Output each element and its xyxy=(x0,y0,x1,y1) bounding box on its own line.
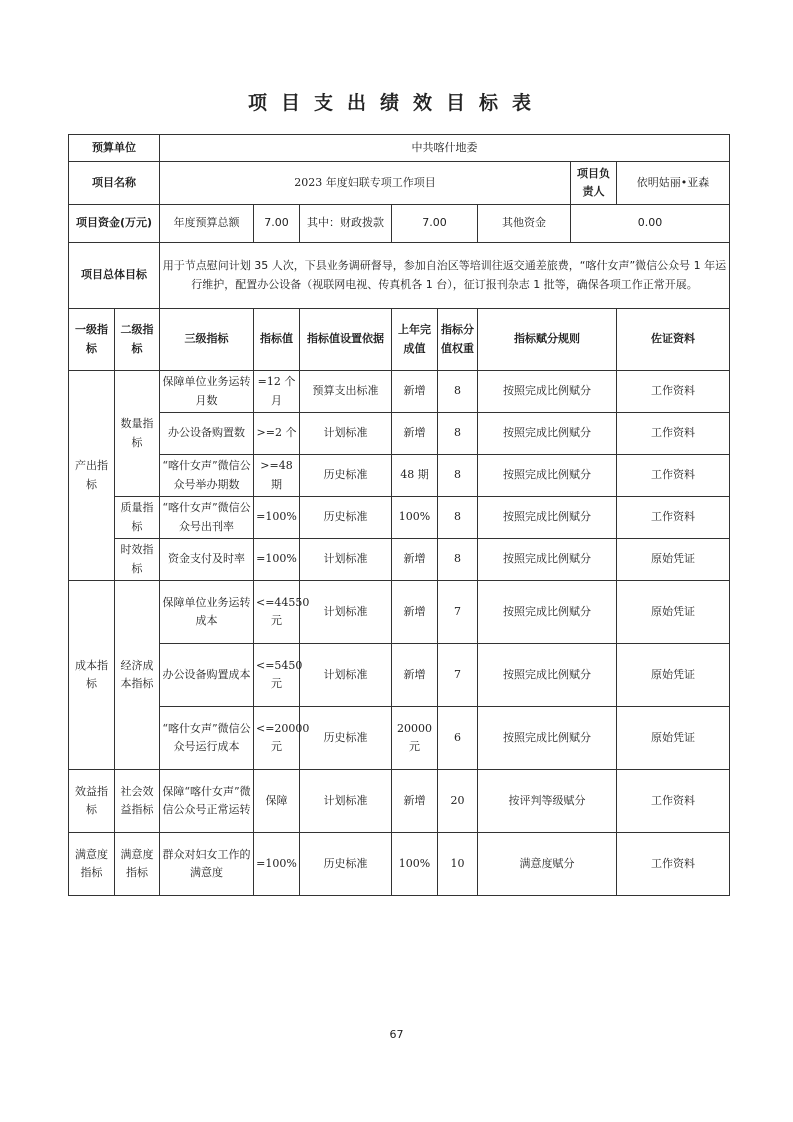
indicator-name: 办公设备购置数 xyxy=(160,413,254,455)
indicator-basis: 计划标准 xyxy=(300,413,392,455)
indicator-evidence: 工作资料 xyxy=(617,455,730,497)
indicator-rule: 按照完成比例赋分 xyxy=(478,539,617,581)
overall-goal-label: 项目总体目标 xyxy=(69,243,160,309)
indicator-rule: 按照完成比例赋分 xyxy=(478,707,617,770)
indicator-evidence: 工作资料 xyxy=(617,497,730,539)
indicator-evidence: 原始凭证 xyxy=(617,644,730,707)
indicator-evidence: 工作资料 xyxy=(617,770,730,833)
page-number: 67 xyxy=(389,1028,404,1041)
indicator-name: “喀什女声”微信公众号运行成本 xyxy=(160,707,254,770)
project-name-value: 2023 年度妇联专项工作项目 xyxy=(160,162,571,205)
indicator-basis: 预算支出标准 xyxy=(300,371,392,413)
indicator-weight: 8 xyxy=(438,371,478,413)
indicator-weight: 8 xyxy=(438,497,478,539)
header-value: 指标值 xyxy=(254,309,300,371)
page-title: 项目支出绩效目标表 xyxy=(247,92,545,114)
project-name-label: 项目名称 xyxy=(69,162,160,205)
header-last-year: 上年完成值 xyxy=(392,309,438,371)
header-basis: 指标值设置依据 xyxy=(300,309,392,371)
group-satisfaction-sub: 满意度指标 xyxy=(115,833,160,896)
indicator-weight: 10 xyxy=(438,833,478,896)
indicator-value: =12 个月 xyxy=(254,371,300,413)
indicator-rule: 按照完成比例赋分 xyxy=(478,497,617,539)
indicator-name: 资金支付及时率 xyxy=(160,539,254,581)
indicator-rule: 按照完成比例赋分 xyxy=(478,455,617,497)
indicator-basis: 历史标准 xyxy=(300,497,392,539)
table-row xyxy=(69,539,730,581)
budget-unit-label: 预算单位 xyxy=(69,135,160,162)
project-leader-value: 依明姑丽•亚森 xyxy=(617,162,730,205)
indicator-value: <=20000 元 xyxy=(254,707,300,770)
indicator-last: 新增 xyxy=(392,413,438,455)
group-satisfaction: 满意度指标 xyxy=(69,833,115,896)
group-timeliness: 时效指标 xyxy=(115,539,160,581)
indicator-name: 群众对妇女工作的满意度 xyxy=(160,833,254,896)
indicator-last: 新增 xyxy=(392,644,438,707)
annual-budget-value: 7.00 xyxy=(254,205,300,243)
indicator-value: =100% xyxy=(254,833,300,896)
project-leader-label: 项目负责人 xyxy=(571,162,617,205)
indicator-last: 48 期 xyxy=(392,455,438,497)
header-level1: 一级指标 xyxy=(69,309,115,371)
table-row xyxy=(69,581,730,644)
indicator-basis: 历史标准 xyxy=(300,833,392,896)
indicator-basis: 计划标准 xyxy=(300,581,392,644)
header-level2: 二级指标 xyxy=(115,309,160,371)
indicator-rule: 按照完成比例赋分 xyxy=(478,644,617,707)
indicator-value: =100% xyxy=(254,497,300,539)
indicator-name: 保障单位业务运转成本 xyxy=(160,581,254,644)
indicator-evidence: 工作资料 xyxy=(617,833,730,896)
performance-target-table xyxy=(68,134,730,896)
indicator-name: “喀什女声”微信公众号举办期数 xyxy=(160,455,254,497)
indicator-evidence: 原始凭证 xyxy=(617,539,730,581)
other-funds-label: 其他资金 xyxy=(478,205,571,243)
header-rule: 指标赋分规则 xyxy=(478,309,617,371)
indicator-last: 100% xyxy=(392,833,438,896)
group-cost: 成本指标 xyxy=(69,581,115,770)
indicator-rule: 满意度赋分 xyxy=(478,833,617,896)
group-social-benefit: 社会效益指标 xyxy=(115,770,160,833)
table-row xyxy=(69,455,730,497)
group-quantity: 数量指标 xyxy=(115,371,160,497)
indicator-weight: 6 xyxy=(438,707,478,770)
indicator-value: <=5450 元 xyxy=(254,644,300,707)
overall-goal-text: 用于节点慰问计划 35 人次，下县业务调研督导，参加自治区等培训往返交通差旅费，“喀什女声”微信公众号 1 年运行维护，配置办公设备（视联网电视、传真机各 1 台），征订报刊杂志 1 批等，确保各项工作正常开展。 xyxy=(160,243,730,309)
indicator-basis: 历史标准 xyxy=(300,455,392,497)
indicator-last: 新增 xyxy=(392,770,438,833)
indicator-value: <=44550 元 xyxy=(254,581,300,644)
header-weight: 指标分值权重 xyxy=(438,309,478,371)
indicator-rule: 按照完成比例赋分 xyxy=(478,413,617,455)
group-economic-cost: 经济成本指标 xyxy=(115,581,160,770)
indicator-last: 100% xyxy=(392,497,438,539)
indicator-weight: 20 xyxy=(438,770,478,833)
indicator-evidence: 工作资料 xyxy=(617,413,730,455)
indicator-rule: 按照完成比例赋分 xyxy=(478,581,617,644)
table-row xyxy=(69,371,730,413)
indicator-name: 保障单位业务运转月数 xyxy=(160,371,254,413)
indicator-basis: 历史标准 xyxy=(300,707,392,770)
indicator-rule: 按照完成比例赋分 xyxy=(478,371,617,413)
indicator-basis: 计划标准 xyxy=(300,770,392,833)
group-benefit: 效益指标 xyxy=(69,770,115,833)
table-row xyxy=(69,644,730,707)
project-funds-label: 项目资金(万元) xyxy=(69,205,160,243)
indicator-last: 新增 xyxy=(392,539,438,581)
indicator-name: 办公设备购置成本 xyxy=(160,644,254,707)
table-row xyxy=(69,770,730,833)
indicator-weight: 8 xyxy=(438,413,478,455)
indicator-weight: 7 xyxy=(438,581,478,644)
header-evidence: 佐证资料 xyxy=(617,309,730,371)
indicator-value: 保障 xyxy=(254,770,300,833)
indicator-evidence: 原始凭证 xyxy=(617,581,730,644)
indicator-evidence: 工作资料 xyxy=(617,371,730,413)
table-row xyxy=(69,497,730,539)
indicator-weight: 7 xyxy=(438,644,478,707)
indicator-value: >=2 个 xyxy=(254,413,300,455)
table-row xyxy=(69,833,730,896)
indicator-weight: 8 xyxy=(438,539,478,581)
indicator-value: =100% xyxy=(254,539,300,581)
other-funds-value: 0.00 xyxy=(571,205,730,243)
fiscal-funds-label: 其中：财政拨款 xyxy=(300,205,392,243)
indicator-rule: 按评判等级赋分 xyxy=(478,770,617,833)
indicator-last: 新增 xyxy=(392,371,438,413)
indicator-evidence: 原始凭证 xyxy=(617,707,730,770)
fiscal-funds-value: 7.00 xyxy=(392,205,478,243)
header-level3: 三级指标 xyxy=(160,309,254,371)
group-quality: 质量指标 xyxy=(115,497,160,539)
table-row xyxy=(69,413,730,455)
indicator-weight: 8 xyxy=(438,455,478,497)
annual-budget-label: 年度预算总额 xyxy=(160,205,254,243)
indicator-basis: 计划标准 xyxy=(300,644,392,707)
indicator-basis: 计划标准 xyxy=(300,539,392,581)
indicator-name: 保障“喀什女声”微信公众号正常运转 xyxy=(160,770,254,833)
group-output: 产出指标 xyxy=(69,371,115,581)
indicator-last: 新增 xyxy=(392,581,438,644)
indicator-last: 20000 元 xyxy=(392,707,438,770)
budget-unit-value: 中共喀什地委 xyxy=(160,135,730,162)
table-row xyxy=(69,707,730,770)
indicator-value: >=48 期 xyxy=(254,455,300,497)
indicator-name: “喀什女声”微信公众号出刊率 xyxy=(160,497,254,539)
